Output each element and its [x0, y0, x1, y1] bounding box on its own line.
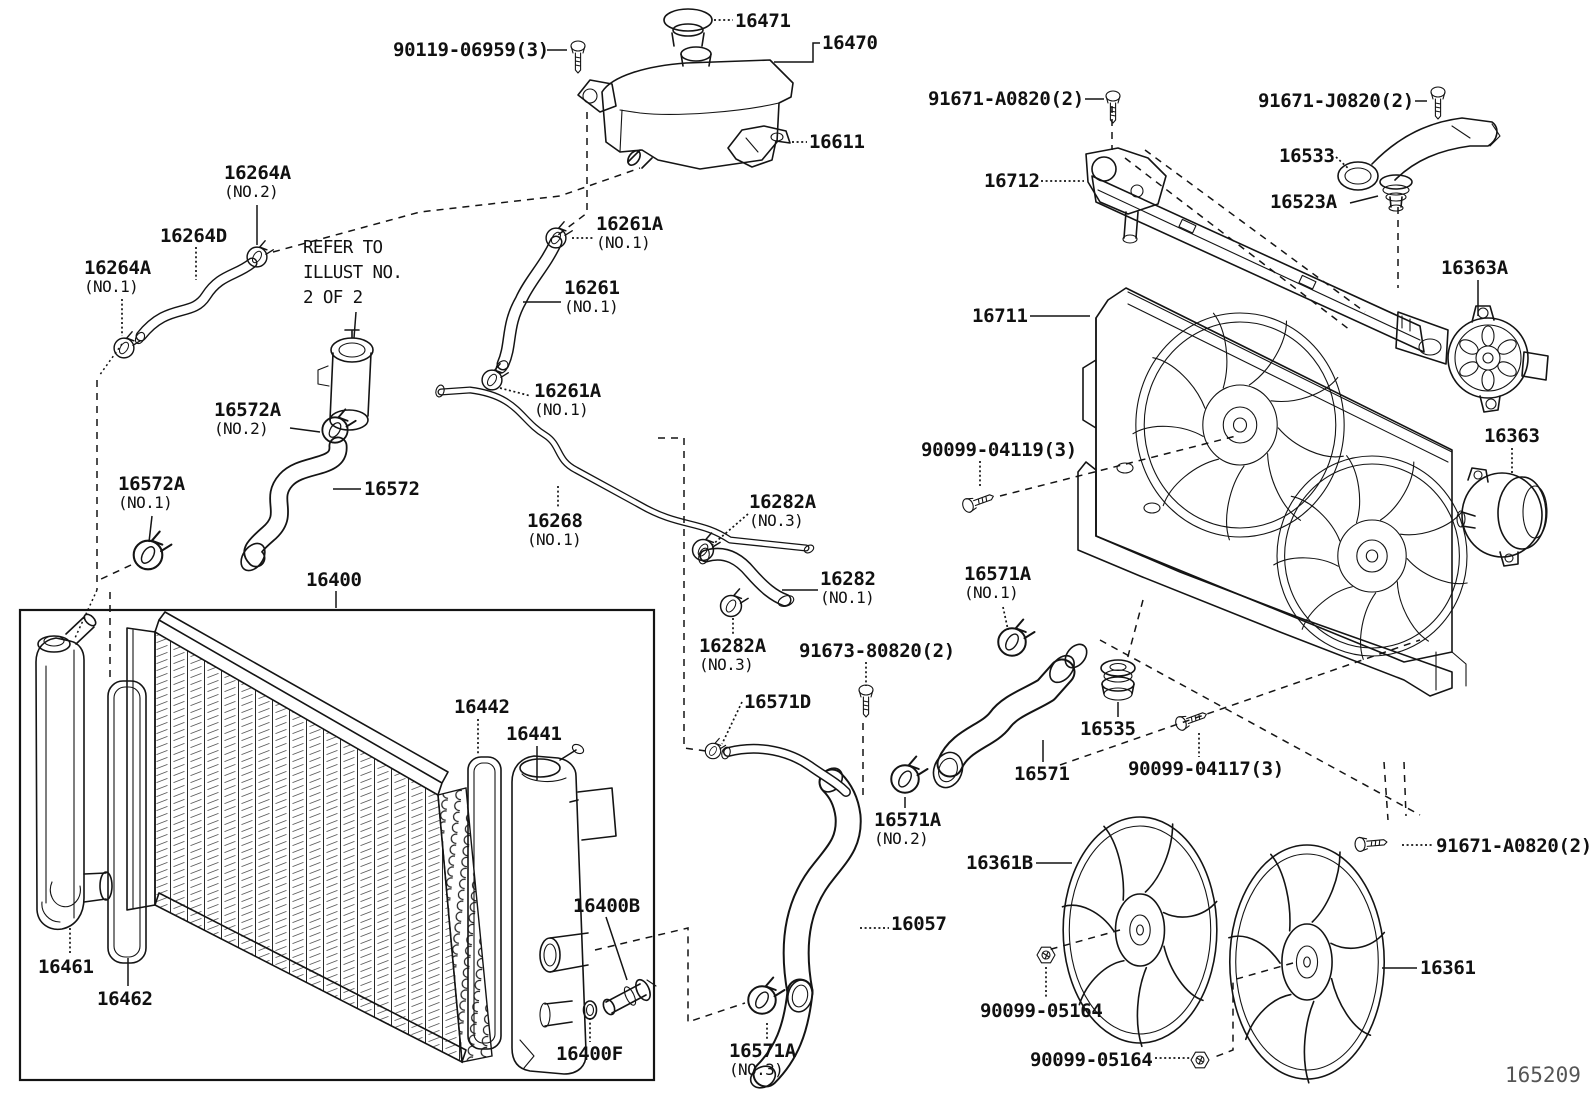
part-label-91671-j0820(2): 91671-J0820(2): [1258, 90, 1414, 112]
construction-line: [75, 590, 97, 638]
part-label-16571d: 16571D: [744, 691, 811, 713]
part-label-16441: 16441: [506, 723, 562, 745]
part-label-16264a: 16264A (NO.1): [84, 257, 151, 297]
part-label-16282: 16282 (NO.1): [820, 568, 876, 608]
reservoir-tank-drawing: [578, 47, 793, 169]
leader-line: [606, 917, 627, 980]
leader-line: [774, 43, 820, 62]
part-label-16363: 16363: [1484, 425, 1540, 447]
hose-16264-drawing: [134, 263, 252, 345]
part-label-16535: 16535: [1080, 718, 1136, 740]
part-label-16361: 16361: [1420, 957, 1476, 979]
part-label-16057: 16057: [891, 913, 947, 935]
construction-line: [99, 344, 122, 376]
part-label-91673-80820(2): 91673-80820(2): [799, 640, 955, 662]
part-label-16363a: 16363A: [1441, 257, 1508, 279]
construction-line: [99, 565, 131, 580]
part-label-16572: 16572: [364, 478, 420, 500]
part-label-90099-04117(3): 90099-04117(3): [1128, 758, 1284, 780]
refer-note: REFER TO ILLUST NO. 2 OF 2: [303, 238, 403, 308]
part-label-16461: 16461: [38, 956, 94, 978]
construction-line: [1100, 640, 1420, 815]
part-label-16361b: 16361B: [966, 852, 1033, 874]
fan-motor-16363a-drawing: [1448, 306, 1548, 412]
part-label-16264a: 16264A (NO.2): [224, 162, 291, 202]
radiator-core-drawing: [127, 612, 492, 1062]
grommet-16535-drawing: [1101, 660, 1135, 700]
o-ring-16400f-drawing: [584, 1001, 597, 1019]
diagram-id: 165209: [1505, 1063, 1581, 1087]
bolt-91671a-top-icon: [1106, 91, 1120, 123]
radiator-tank-16461-drawing: [36, 612, 112, 929]
hose-16572-drawing: [236, 446, 338, 575]
part-label-16712: 16712: [984, 170, 1040, 192]
leader-line: [500, 388, 531, 396]
part-label-16268: 16268 (NO.1): [527, 510, 583, 550]
part-label-90099-05164: 90099-05164: [980, 1000, 1103, 1022]
fan-16361-drawing: [1229, 845, 1384, 1083]
part-label-91671-a0820(2): 91671-A0820(2): [1436, 835, 1592, 857]
part-label-16261a: 16261A (NO.1): [534, 380, 601, 420]
part-label-16442: 16442: [454, 696, 510, 718]
construction-line: [558, 112, 587, 235]
part-label-16711: 16711: [972, 305, 1028, 327]
construction-line: [595, 928, 745, 1022]
leader-line: [1003, 607, 1008, 630]
part-label-16571: 16571: [1014, 763, 1070, 785]
reservoir-cap-drawing: [664, 9, 712, 46]
part-label-90099-05164: 90099-05164: [1030, 1049, 1153, 1071]
part-label-16523a: 16523A: [1270, 191, 1337, 213]
part-label-90119-06959(3): 90119-06959(3): [393, 39, 549, 61]
hose-16261-drawing: [494, 242, 556, 376]
nut-90099-05164-right-icon: [1191, 1052, 1209, 1068]
thermostat-inlet-drawing: [318, 330, 373, 430]
part-label-16572a: 16572A (NO.2): [214, 399, 281, 439]
construction-line: [1384, 762, 1388, 820]
part-label-16462: 16462: [97, 988, 153, 1010]
leader-line: [290, 428, 320, 432]
shroud-fan-opening-lower: [1274, 456, 1467, 660]
construction-line: [1060, 640, 1420, 765]
part-label-16571a: 16571A (NO.1): [964, 563, 1031, 603]
part-label-16264d: 16264D: [160, 225, 227, 247]
part-label-16261: 16261 (NO.1): [564, 277, 620, 317]
part-label-16470: 16470: [822, 32, 878, 54]
bolt-91673-icon: [859, 685, 873, 717]
bolt-91671j-icon: [1431, 87, 1445, 119]
part-label-16611: 16611: [809, 131, 865, 153]
construction-line: [658, 438, 706, 751]
support-bracket-16533-drawing: [1338, 118, 1500, 190]
fan-shroud-16711-drawing: [1078, 288, 1467, 696]
construction-line: [1127, 600, 1143, 660]
part-label-16261a: 16261A (NO.1): [596, 213, 663, 253]
part-label-16571a: 16571A (NO.2): [874, 809, 941, 849]
part-label-16471: 16471: [735, 10, 791, 32]
fan-motor-16363-drawing: [1457, 468, 1547, 566]
part-label-16282a: 16282A (NO.3): [749, 491, 816, 531]
part-label-91671-a0820(2): 91671-A0820(2): [928, 88, 1084, 110]
construction-line: [1404, 762, 1406, 816]
bolt-90099-04119-icon: [961, 490, 996, 514]
part-label-16400b: 16400B: [573, 895, 640, 917]
clamp-16572a-no1-icon: [134, 532, 172, 570]
clamp-16282a-lower-icon: [721, 589, 749, 617]
grommet-16523a-drawing: [1380, 175, 1412, 211]
part-label-16282a: 16282A (NO.3): [699, 635, 766, 675]
bolt-91671a-bottom-icon: [1354, 835, 1387, 852]
drain-plug-16400b-drawing: [601, 977, 656, 1016]
construction-line: [1145, 150, 1365, 312]
part-label-16571a: 16571A (NO.3): [729, 1040, 796, 1080]
clamp-16571a-no3-icon: [748, 978, 784, 1014]
leader-line: [1350, 196, 1378, 203]
part-label-16400f: 16400F: [556, 1043, 623, 1065]
clamp-16571a-no2-icon: [891, 757, 927, 793]
leader-line: [722, 702, 742, 744]
part-label-16533: 16533: [1279, 145, 1335, 167]
clamp-16571d-icon: [705, 738, 725, 758]
leader-line: [149, 516, 152, 542]
clamp-16571a-no1-icon: [998, 620, 1034, 656]
part-label-90099-04119(3): 90099-04119(3): [921, 439, 1077, 461]
part-label-16572a: 16572A (NO.1): [118, 473, 185, 513]
screw-90119-icon: [571, 41, 585, 73]
bolt-90099-04117-icon: [1174, 708, 1209, 732]
part-label-16400: 16400: [306, 569, 362, 591]
leader-line: [354, 312, 356, 338]
